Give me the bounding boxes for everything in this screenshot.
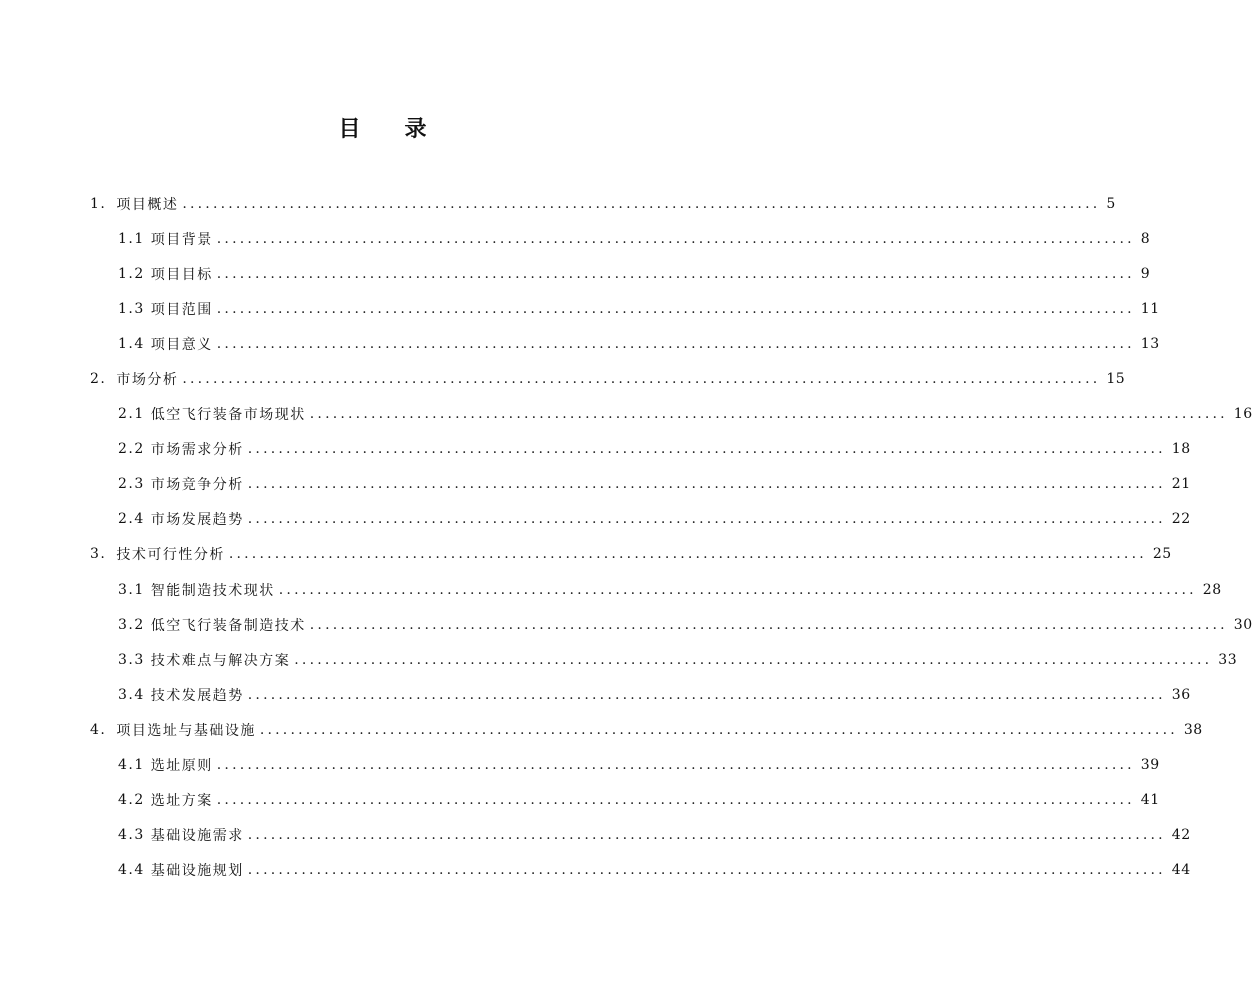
toc-page-number: 22 — [1171, 511, 1191, 528]
toc-section-entry[interactable] — [0, 607, 1253, 642]
toc-page-number: 11 — [1140, 300, 1160, 317]
toc-entry-number: 1.2 — [118, 265, 145, 282]
toc-section-entry[interactable] — [0, 467, 1191, 502]
toc-entry-title: 选址方案 — [150, 793, 213, 810]
toc-section-entry[interactable] — [0, 677, 1191, 712]
toc-page-number: 38 — [1183, 721, 1203, 738]
toc-chapter-entry[interactable] — [0, 537, 1172, 572]
toc-entry-title: 项目选址与基础设施 — [116, 722, 256, 739]
toc-dot-leader: ........................................................................................................................ — [259, 721, 1178, 738]
toc-entry-number: 1.1 — [118, 230, 145, 247]
toc-page-number: 30 — [1233, 616, 1253, 633]
toc-dot-leader: ........................................................................................................................ — [216, 792, 1135, 809]
toc-page-number: 18 — [1171, 441, 1191, 458]
toc-dot-leader: ........................................................................................................................ — [309, 616, 1228, 633]
toc-dot-leader: ........................................................................................................................ — [182, 371, 1101, 388]
toc-entry-number: 1.3 — [118, 300, 145, 317]
toc-entry-number: 1. — [90, 195, 107, 212]
toc-page-number: 33 — [1218, 651, 1238, 668]
toc-entry-number: 4. — [90, 721, 107, 738]
toc-section-entry[interactable] — [0, 256, 1151, 291]
toc-entry-title: 项目意义 — [150, 336, 213, 353]
toc-page-number: 15 — [1106, 371, 1126, 388]
toc-entry-title: 市场发展趋势 — [150, 512, 244, 529]
toc-entry-number: 4.2 — [118, 792, 145, 809]
toc-page-number: 5 — [1106, 195, 1116, 212]
toc-section-entry[interactable] — [0, 221, 1151, 256]
toc-entry-title: 市场分析 — [116, 372, 179, 389]
toc-page-number: 28 — [1202, 581, 1222, 598]
toc-section-entry[interactable] — [0, 748, 1160, 783]
toc-chapter-entry[interactable] — [0, 361, 1126, 396]
toc-entry-number: 3.2 — [118, 616, 145, 633]
toc-section-entry[interactable] — [0, 572, 1222, 607]
toc-page-number: 21 — [1171, 476, 1191, 493]
toc-entry-title: 项目背景 — [150, 231, 213, 248]
toc-dot-leader: ........................................................................................................................ — [247, 686, 1166, 703]
toc-entry-title: 基础设施需求 — [150, 828, 244, 845]
toc-entry-number: 2.4 — [118, 511, 145, 528]
toc-dot-leader: ........................................................................................................................ — [309, 406, 1228, 423]
toc-page-number: 41 — [1140, 792, 1160, 809]
toc-page-number: 44 — [1171, 862, 1191, 879]
table-of-contents — [0, 186, 1253, 888]
toc-entry-number: 2.3 — [118, 476, 145, 493]
toc-dot-leader: ........................................................................................................................ — [247, 441, 1166, 458]
title-char-1: 目 — [338, 117, 361, 142]
toc-entry-title: 低空飞行装备市场现状 — [150, 407, 306, 424]
toc-page-number: 8 — [1140, 230, 1151, 247]
toc-entry-title: 选址原则 — [150, 758, 213, 775]
toc-dot-leader: ........................................................................................................................ — [294, 651, 1213, 668]
toc-entry-title: 项目概述 — [116, 196, 179, 213]
toc-entry-number: 1.4 — [118, 335, 145, 352]
toc-entry-title: 基础设施规划 — [150, 863, 244, 880]
toc-page-number: 39 — [1140, 757, 1160, 774]
toc-entry-title: 市场需求分析 — [150, 442, 244, 459]
toc-entry-number: 2. — [90, 371, 107, 388]
toc-page-number: 13 — [1140, 335, 1160, 352]
toc-section-entry[interactable] — [0, 291, 1160, 326]
toc-dot-leader: ........................................................................................................................ — [278, 581, 1197, 598]
toc-entry-title: 低空飞行装备制造技术 — [150, 617, 306, 634]
toc-chapter-entry[interactable] — [0, 186, 1116, 221]
toc-entry-number: 3.4 — [118, 686, 145, 703]
toc-chapter-entry[interactable] — [0, 712, 1203, 747]
toc-entry-number: 4.1 — [118, 757, 145, 774]
toc-dot-leader: ........................................................................................................................ — [247, 476, 1166, 493]
toc-dot-leader: ........................................................................................................................ — [228, 546, 1147, 563]
toc-dot-leader: ........................................................................................................................ — [247, 511, 1166, 528]
toc-page-number: 16 — [1233, 406, 1253, 423]
toc-entry-number: 3. — [90, 546, 107, 563]
toc-entry-number: 2.1 — [118, 406, 145, 423]
toc-entry-title: 技术难点与解决方案 — [150, 652, 291, 669]
toc-entry-number: 4.4 — [118, 862, 145, 879]
toc-dot-leader: ........................................................................................................................ — [247, 827, 1166, 844]
toc-dot-leader: ........................................................................................................................ — [216, 757, 1135, 774]
toc-dot-leader: ........................................................................................................................ — [216, 335, 1135, 352]
toc-dot-leader: ........................................................................................................................ — [216, 300, 1135, 317]
toc-entry-number: 4.3 — [118, 827, 145, 844]
toc-entry-title: 市场竞争分析 — [150, 477, 244, 494]
toc-page-number: 25 — [1152, 546, 1172, 563]
toc-dot-leader: ........................................................................................................................ — [216, 230, 1135, 247]
toc-dot-leader: ........................................................................................................................ — [182, 195, 1101, 212]
title-char-2: 录 — [404, 117, 427, 142]
toc-page-number: 42 — [1171, 827, 1191, 844]
toc-entry-title: 技术发展趋势 — [150, 687, 244, 704]
toc-page-number: 9 — [1140, 265, 1151, 282]
toc-entry-title: 项目范围 — [150, 301, 213, 318]
toc-entry-number: 3.3 — [118, 651, 145, 668]
toc-dot-leader: ........................................................................................................................ — [247, 862, 1166, 879]
toc-entry-title: 智能制造技术现状 — [150, 582, 275, 599]
toc-entry-title: 技术可行性分析 — [116, 547, 225, 564]
toc-dot-leader: ........................................................................................................................ — [216, 265, 1135, 282]
toc-section-entry[interactable] — [0, 397, 1253, 432]
toc-section-entry[interactable] — [0, 502, 1191, 537]
toc-section-entry[interactable] — [0, 326, 1160, 361]
page-title — [0, 112, 765, 143]
toc-section-entry[interactable] — [0, 818, 1191, 853]
toc-page-number: 36 — [1171, 686, 1191, 703]
toc-entry-title: 项目目标 — [150, 266, 213, 283]
toc-section-entry[interactable] — [0, 642, 1238, 677]
toc-entry-number: 3.1 — [118, 581, 145, 598]
toc-section-entry[interactable] — [0, 853, 1191, 888]
toc-section-entry[interactable] — [0, 432, 1191, 467]
toc-section-entry[interactable] — [0, 783, 1160, 818]
toc-entry-number: 2.2 — [118, 441, 145, 458]
